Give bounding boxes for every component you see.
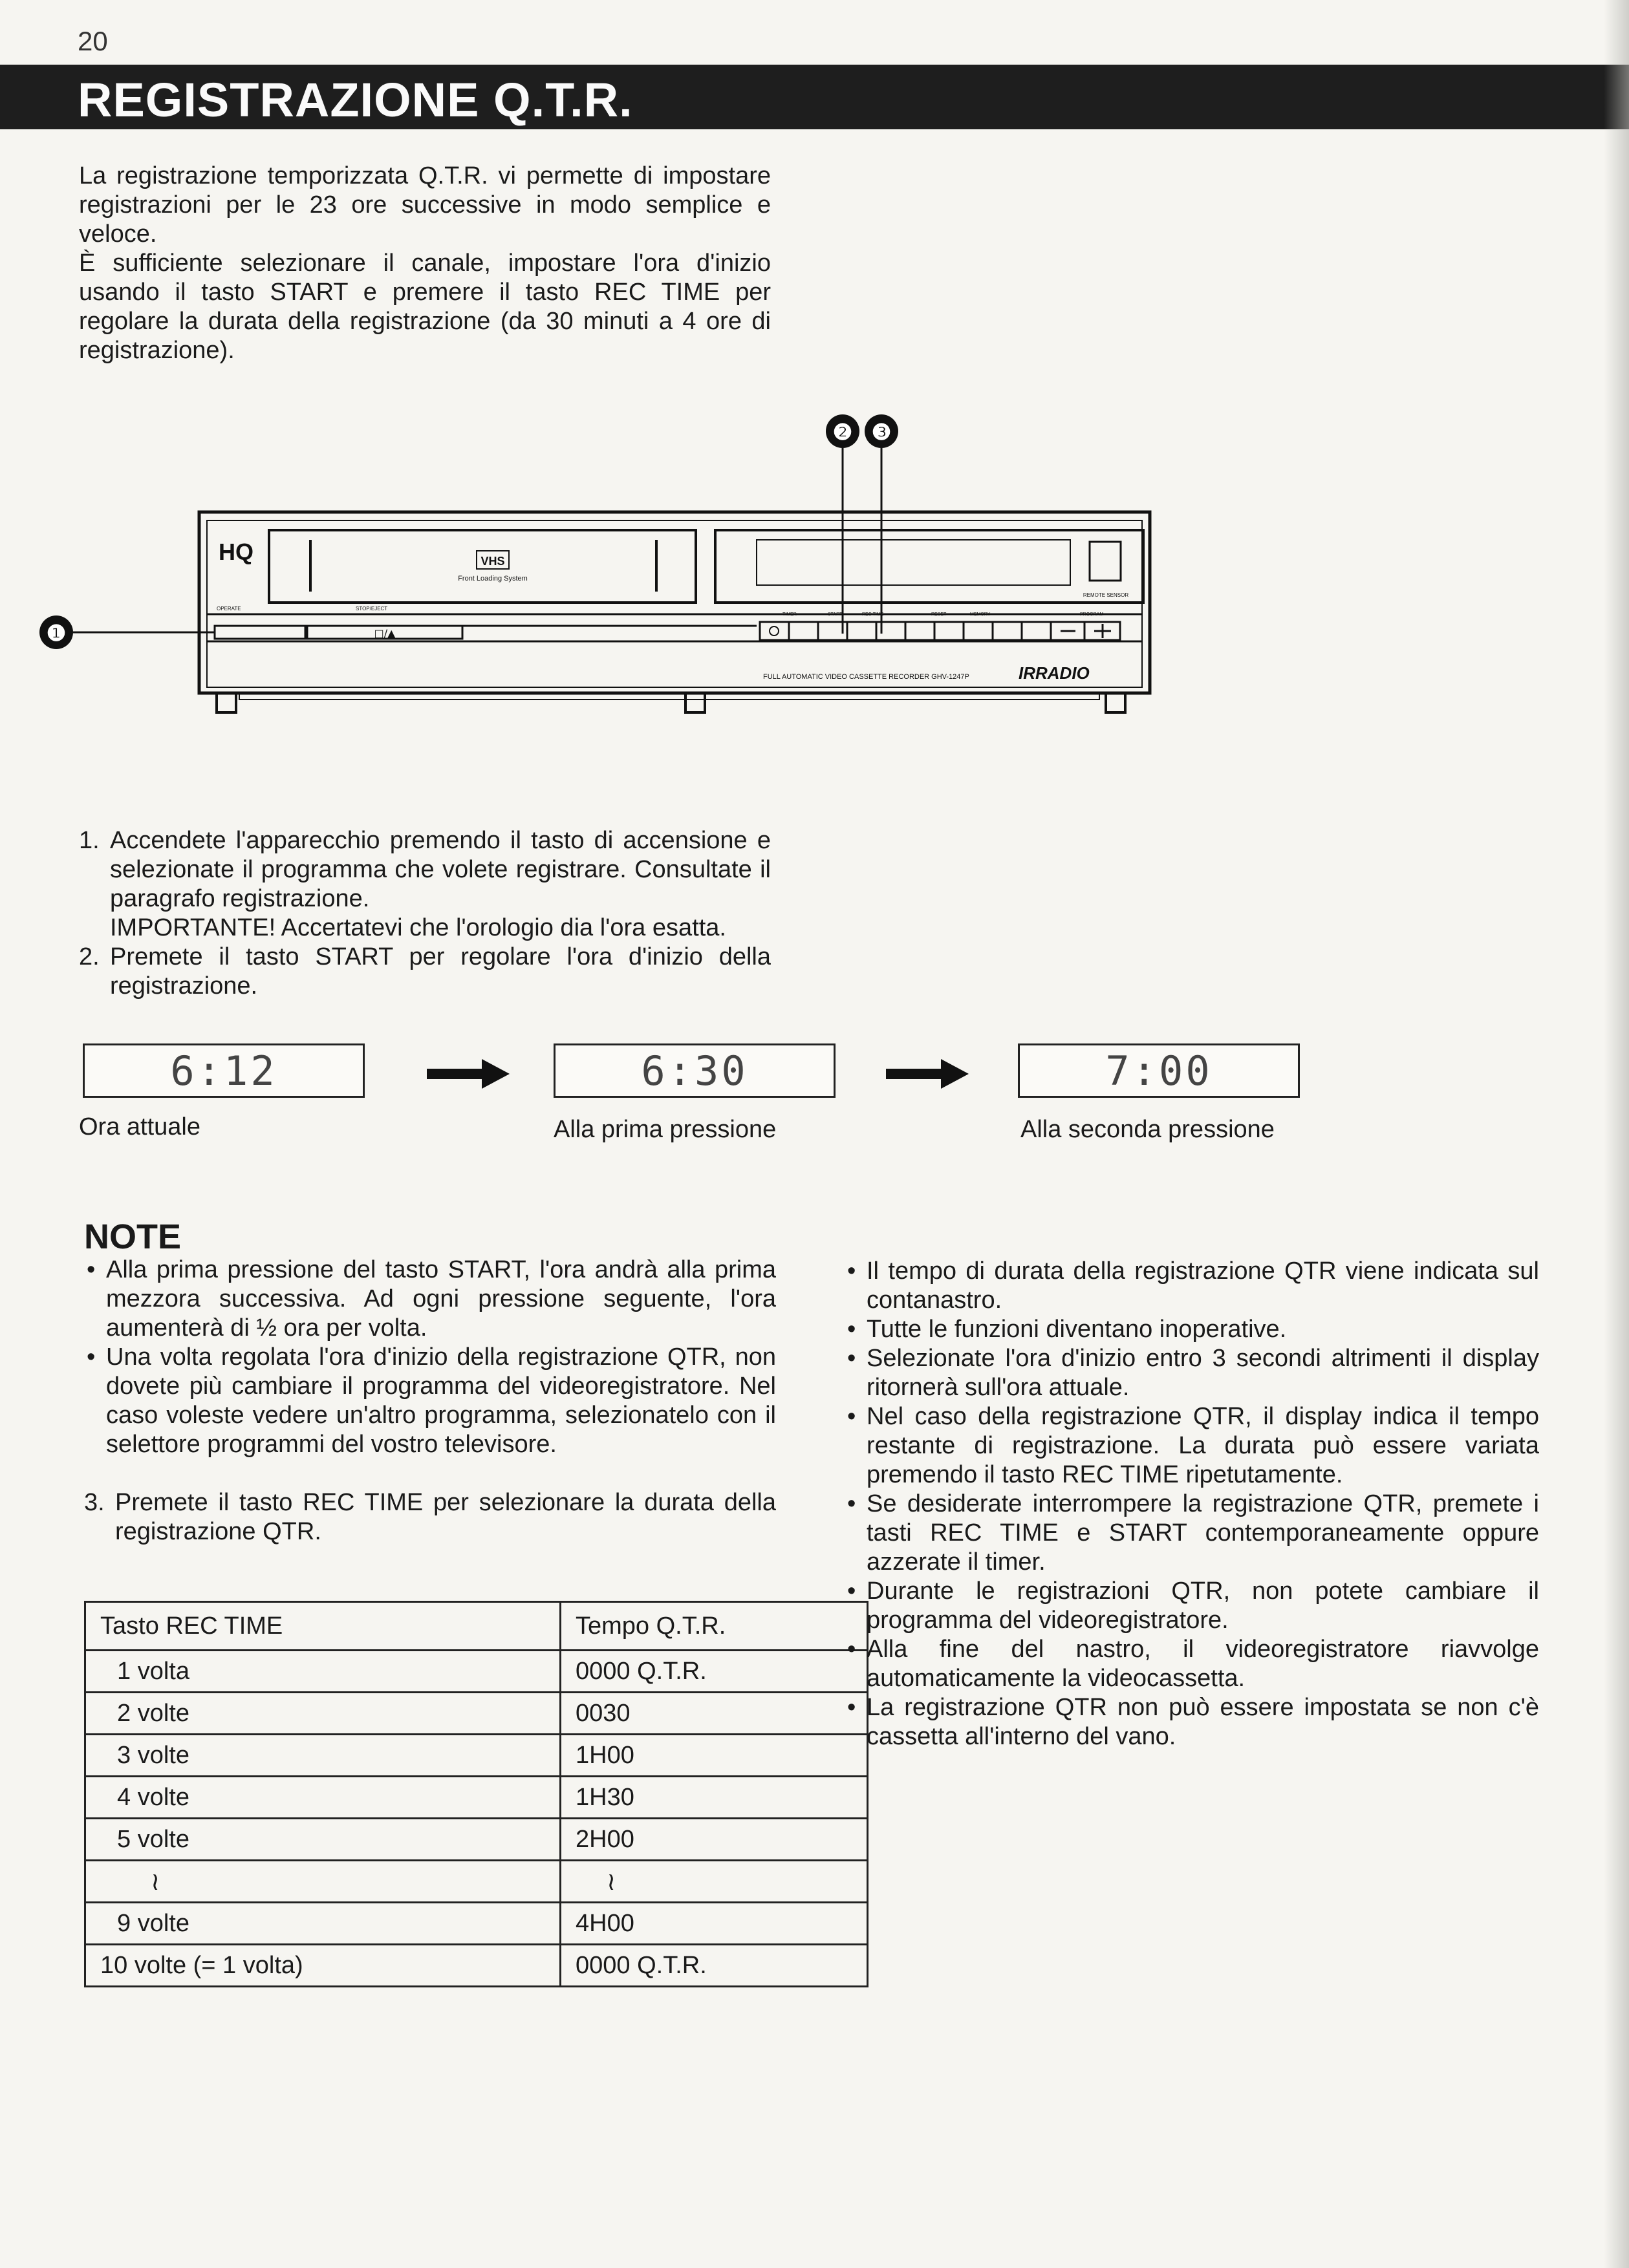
table-cell: 4 volte [85, 1777, 561, 1819]
memory-button [964, 622, 993, 640]
table-cell-ellipsis: ≀ [85, 1861, 561, 1903]
table-cell: 1 volta [85, 1651, 561, 1693]
column-header: Tasto REC TIME [85, 1602, 561, 1651]
table-cell-ellipsis: ≀ [561, 1861, 868, 1903]
callout-1 [39, 615, 73, 649]
operate-button [215, 626, 305, 639]
table-cell: 3 volte [85, 1735, 561, 1777]
display-current-time: 6:12 [83, 1043, 365, 1098]
table-cell: 9 volte [85, 1903, 561, 1945]
caption-first-press: Alla prima pressione [554, 1116, 777, 1143]
step-1 [79, 826, 771, 943]
step-number: 2. [79, 943, 100, 970]
step-text: Premete il tasto START per regolare l'ora d'inizio della registrazione. [110, 943, 771, 1000]
note-item: • Nel caso della registrazione QTR, il display indica il tempo restante di registrazione. La durata può essere variata premendo il tasto REC TIME ripetutamente. [845, 1402, 1539, 1490]
table-row [85, 1819, 868, 1861]
table-cell: 2 volte [85, 1693, 561, 1735]
note-item: • Il tempo di durata della registrazione QTR viene indicata sul contanastro. [845, 1257, 1539, 1315]
memory-label: MEMORY [970, 612, 991, 617]
start-label: START [828, 612, 843, 617]
table-cell: 0000 Q.T.R. [561, 1651, 868, 1693]
notes-left [84, 1256, 776, 1459]
rec-time-table [84, 1601, 868, 1987]
callout-1-label: ❶ [46, 621, 67, 646]
program-label: PROGRAM [1080, 612, 1104, 617]
callout-2 [826, 414, 859, 448]
table-header-row [85, 1602, 868, 1651]
table-row [85, 1735, 868, 1777]
notes-right [845, 1257, 1539, 1751]
front-loading-label: Front Loading System [458, 575, 528, 583]
table-cell: 10 volte (= 1 volta) [85, 1945, 561, 1987]
rec-time-label: REC TIME [862, 612, 884, 617]
svg-text:□/▲: □/▲ [374, 627, 396, 639]
step-warning: IMPORTANTE! Accertatevi che l'orologio dia l'ora esatta. [110, 914, 726, 941]
reset-button [934, 622, 964, 640]
table-cell: 1H30 [561, 1777, 868, 1819]
table-cell: 5 volte [85, 1819, 561, 1861]
step-3 [84, 1488, 776, 1546]
arrow-right-icon [886, 1058, 970, 1090]
display-first-press: 6:30 [554, 1043, 836, 1098]
table-row [85, 1861, 868, 1903]
note-item: • Alla prima pressione del tasto START, l'ora andrà alla prima mezzora successiva. Ad ogni pressione seguente, l'ora aumenterà di ½ ora per volta. [84, 1256, 776, 1343]
table-row [85, 1945, 868, 1987]
remote-sensor [1090, 542, 1121, 581]
table-cell: 1H00 [561, 1735, 868, 1777]
table-cell: 4H00 [561, 1903, 868, 1945]
intro-text [79, 162, 771, 365]
note-item: • Se desiderate interrompere la registrazione QTR, premete i tasti REC TIME e START contemporaneamente oppure azzerate il timer. [845, 1490, 1539, 1577]
callout-3 [865, 414, 898, 448]
note-item: • Tutte le funzioni diventano inoperative. [845, 1315, 1539, 1344]
note-item: • Selezionate l'ora d'inizio entro 3 secondi altrimenti il display ritornerà sull'ora attuale. [845, 1344, 1539, 1402]
step-number: 3. [84, 1489, 105, 1516]
arrow-right-icon [427, 1058, 511, 1090]
caption-current-time: Ora attuale [79, 1113, 200, 1140]
step-text: Premete il tasto REC TIME per selezionare la durata della registrazione QTR. [115, 1489, 776, 1545]
note-item: • La registrazione QTR non può essere impostata se non c'è cassetta all'interno del vano. [845, 1693, 1539, 1751]
callout-2-label: ❷ [832, 420, 853, 445]
callout-3-label: ❸ [871, 420, 892, 445]
remote-sensor-label: REMOTE SENSOR [1083, 592, 1129, 598]
step-number: 1. [79, 827, 100, 854]
table-row [85, 1777, 868, 1819]
note-item: • Durante le registrazioni QTR, non potete cambiare il programma del videoregistratore. [845, 1577, 1539, 1635]
hq-logo: HQ [219, 539, 254, 565]
model-label: FULL AUTOMATIC VIDEO CASSETTE RECORDER GHV-1247P [763, 673, 969, 681]
step-text: Accendete l'apparecchio premendo il tasto di accensione e selezionate il programma che volete registrare. Consultate il paragrafo registrazione. [110, 827, 771, 912]
note-item: • Alla fine del nastro, il videoregistratore riavvolge automaticamente la videocassetta. [845, 1635, 1539, 1693]
table-cell: 2H00 [561, 1819, 868, 1861]
reset-label: RESET [931, 612, 947, 617]
column-header: Tempo Q.T.R. [561, 1602, 868, 1651]
intro-paragraph: La registrazione temporizzata Q.T.R. vi permette di impostare registrazioni per le 23 ore successive in modo semplice e veloce. [79, 162, 771, 248]
steps-list [79, 826, 771, 1001]
table-cell: 0030 [561, 1693, 868, 1735]
notes-heading: NOTE [84, 1217, 182, 1256]
caption-second-press: Alla seconda pressione [1020, 1116, 1275, 1143]
table-row [85, 1693, 868, 1735]
note-item: • Una volta regolata l'ora d'inizio della registrazione QTR, non dovete più cambiare il programma del videoregistratore. Nel caso voleste vedere un'altro programma, selezionatelo con il selettore programmi del vostro televisore. [84, 1343, 776, 1459]
timer-label: TIMER [782, 612, 797, 617]
vcr-diagram [46, 407, 1164, 756]
step-2 [79, 943, 771, 1001]
operate-label: OPERATE [217, 606, 241, 612]
page-title: REGISTRAZIONE Q.T.R. [78, 73, 633, 127]
table-cell: 0000 Q.T.R. [561, 1945, 868, 1987]
timer-button [760, 622, 789, 640]
intro-paragraph: È sufficiente selezionare il canale, impostare l'ora d'inizio usando il tasto START e premere il tasto REC TIME per regolare la durata della registrazione (da 30 minuti a 4 ore di registrazione). [79, 250, 771, 364]
page-edge-shadow [1604, 0, 1629, 2268]
brand-logo: IRRADIO [1019, 663, 1090, 683]
stop-eject-label: STOP/EJECT [356, 606, 388, 612]
display-window [715, 530, 1143, 603]
table-row [85, 1903, 868, 1945]
table-row [85, 1651, 868, 1693]
page-number: 20 [78, 26, 108, 56]
display-second-press: 7:00 [1018, 1043, 1300, 1098]
vhs-logo: VHS [480, 555, 505, 568]
